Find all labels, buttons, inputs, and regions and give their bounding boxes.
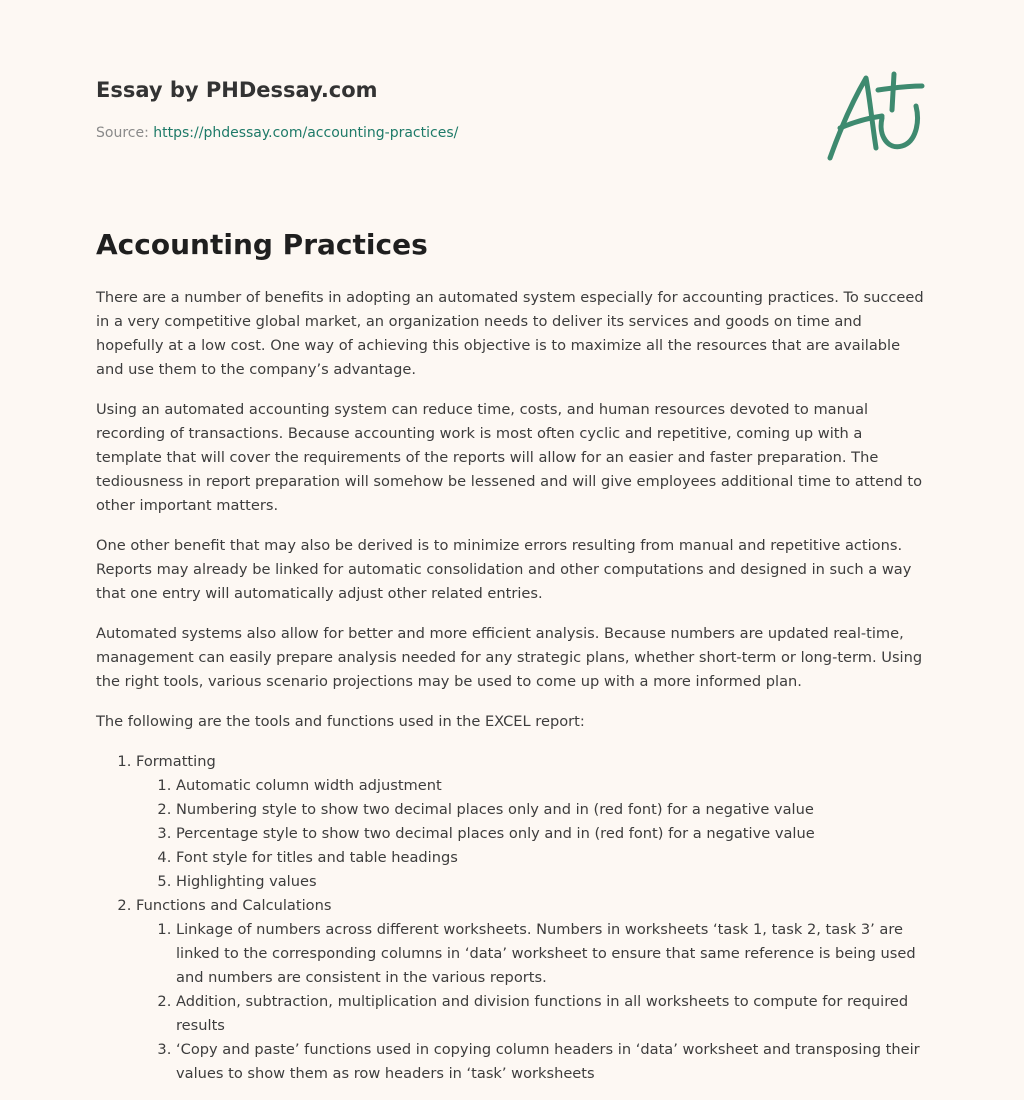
list-item: 4. Font style for titles and table headings <box>176 846 932 870</box>
list-item <box>136 750 932 894</box>
source-line <box>96 123 458 143</box>
site-title: Essay by PHDessay.com <box>96 78 378 102</box>
list-item: 1. Linkage of numbers across different worksheets. Numbers in worksheets ‘task 1, task 2, task 3’ are linked to the corresponding columns in ‘data’ worksheet to ensure that same reference is being used and numbers are consistent in the various reports. <box>176 918 932 990</box>
sub-list <box>136 918 932 1086</box>
list-item: 3. ‘Copy and paste’ functions used in copying column headers in ‘data’ worksheet and transposing their values to show them as row headers in ‘task’ worksheets <box>176 1038 932 1086</box>
essay-content <box>96 226 932 1086</box>
list-item: 2. Addition, subtraction, multiplication and division functions in all worksheets to compute for required results <box>176 990 932 1038</box>
paragraph: One other benefit that may also be derived is to minimize errors resulting from manual and repetitive actions. Reports may already be linked for automatic consolidation and other computations and designed in such a way that one entry will automatically adjust other related entries. <box>96 537 912 602</box>
list-item: 5. Highlighting values <box>176 870 932 894</box>
list-item: 2. Numbering style to show two decimal places only and in (red font) for a negative value <box>176 798 932 822</box>
source-label: Source: <box>96 125 154 141</box>
a-plus-grade-icon <box>822 66 932 166</box>
list-item-label: Functions and Calculations <box>136 897 332 914</box>
paragraph: Using an automated accounting system can reduce time, costs, and human resources devoted to manual recording of transactions. Because accounting work is most often cyclic and repetitive, coming up with a template that will cover the requirements of the reports will allow for an easier and faster preparation. The tediousness in report preparation will somehow be lessened and will give employees additional time to attend to other important matters. <box>96 401 923 514</box>
sub-list <box>136 774 932 894</box>
list-intro: The following are the tools and functions used in the EXCEL report: <box>96 713 585 730</box>
page-header <box>96 76 458 143</box>
list-item-label: Formatting <box>136 753 216 770</box>
list-item <box>136 894 932 1086</box>
paragraph: Automated systems also allow for better and more efficient analysis. Because numbers are updated real-time, management can easily prepare analysis needed for any strategic plans, whether short-term or long-term. Using the right tools, various scenario projections may be used to come up with a more informed plan. <box>96 625 923 690</box>
essay-title: Accounting Practices <box>96 228 428 261</box>
paragraph: There are a number of benefits in adopting an automated system especially for accounting practices. To succeed in a very competitive global market, an organization needs to deliver its services and goods on time and hopefully at a low cost. One way of achieving this objective is to maximize all the resources that are available and use them to the company’s advantage. <box>96 289 924 378</box>
list-item: 1. Automatic column width adjustment <box>176 774 932 798</box>
tools-list <box>96 750 932 1086</box>
source-link[interactable]: https://phdessay.com/accounting-practices/ <box>153 125 459 141</box>
list-item: 3. Percentage style to show two decimal places only and in (red font) for a negative value <box>176 822 932 846</box>
